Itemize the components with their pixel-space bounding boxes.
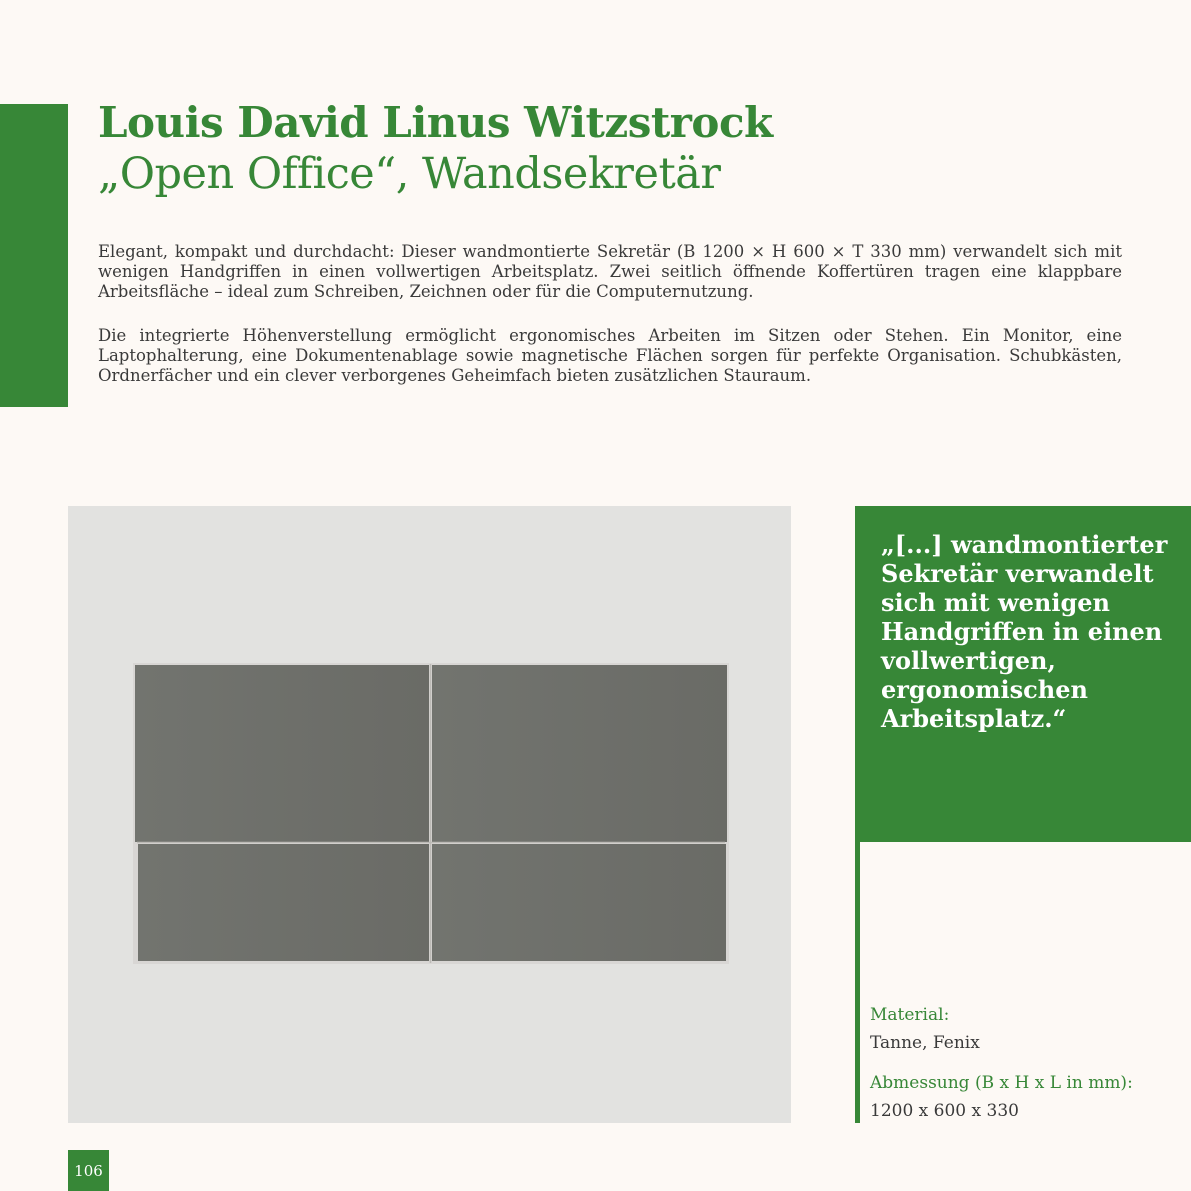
door-panel-top-right [432,665,727,842]
product-title: „Open Office“, Wandsekretär [98,149,721,199]
door-panel-bottom-right [432,844,726,961]
door-panel-bottom-left [138,844,429,961]
material-label: Material: [870,1005,950,1025]
quote-box [855,506,1191,842]
specifications [870,1004,1170,1122]
description-paragraph-1: Elegant, kompakt und durchdacht: Dieser wandmontierte Sekretär (B 1200 × H 600 × T 330 mm) verwandelt sich mit wenigen Handgriffen in einen vollwertigen Arbeitsplatz. Zwei seitlich öffnende Koffertüren tragen eine klappbare Arbeitsfläche – ideal zum Schreiben, Zeichnen oder für die Computernutzung. [98,242,1122,301]
page-title [98,98,1138,200]
door-panel-top-left [135,665,429,842]
material-value: Tanne, Fenix [870,1033,980,1053]
wall-desk-illustration [68,506,791,1123]
dimension-value: 1200 x 600 x 330 [870,1101,1019,1121]
description-paragraph-2: Die integrierte Höhenverstellung ermöglicht ergonomisches Arbeiten im Sitzen oder Stehen. Ein Monitor, eine Laptophalterung, eine Dokumentenablage sowie magnetische Flächen sorgen für perfekte Organisation. Schubkästen, Ordnerfächer und ein clever verborgenes Geheimfach bieten zusätzlichen Stauraum. [98,326,1122,385]
accent-bar [0,104,68,407]
dimension-label: Abmessung (B x H x L in mm): [870,1073,1133,1093]
product-photo [68,506,791,1123]
accent-line [855,842,860,1123]
quote-text: „[...] wandmontierter Sekretär verwandelt sich mit wenigen Handgriffen in einen vollwertigen, ergonomischen Arbeitsplatz.“ [881,530,1168,733]
page-number: 106 [68,1150,109,1191]
designer-name: Louis David Linus Witzstrock [98,98,773,147]
